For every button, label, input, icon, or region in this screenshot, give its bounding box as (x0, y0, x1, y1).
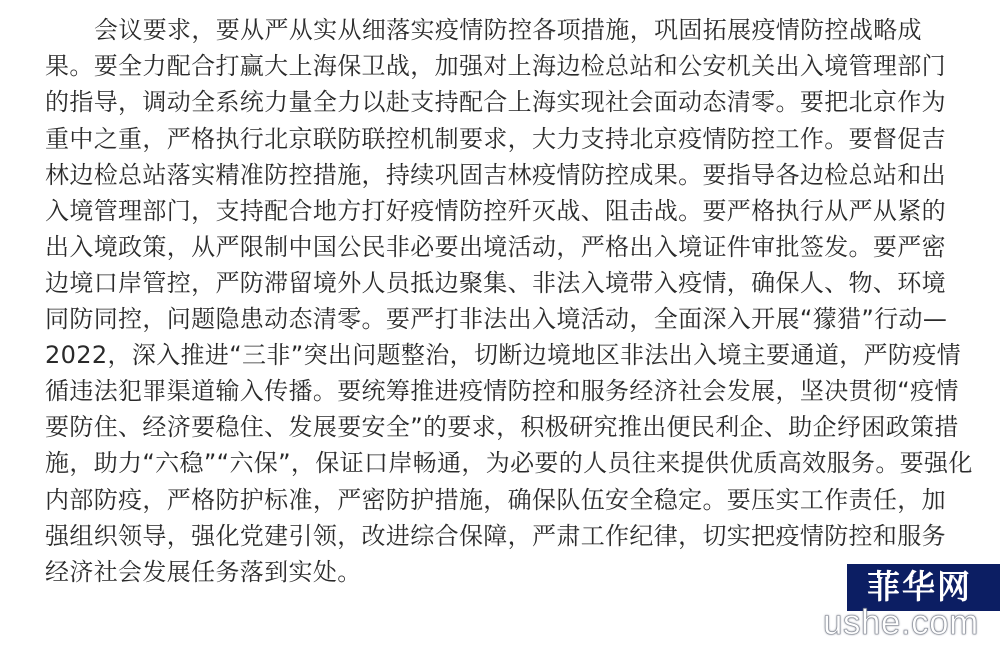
text-line-6: 入境管理部门，支持配合地方打好疫情防控歼灭战、阻击战。要严格执行从严从紧的 (45, 197, 946, 225)
site-watermark (823, 561, 1000, 645)
text-line-7: 出入境政策，从严限制中国公民非必要出境活动，严格出入境证件审批签发。要严密 (45, 233, 946, 261)
text-line-5: 林边检总站落实精准防控措施，持续巩固吉林疫情防控成果。要指导各边检总站和出 (45, 161, 946, 189)
text-line-4: 重中之重，严格执行北京联防联控机制要求，大力支持北京疫情防控工作。要督促吉 (45, 125, 946, 153)
text-line-10: 2022，深入推进“三非”突出问题整治，切断边境地区非法出入境主要通道，严防疫情 (45, 341, 961, 369)
text-line-8: 边境口岸管控，严防滞留境外人员抵边聚集、非法入境带入疫情，确保人、物、环境 (45, 269, 946, 297)
text-line-2: 果。要全力配合打赢大上海保卫战，加强对上海边检总站和公安机关出入境管理部门 (45, 52, 946, 80)
watermark-brand: 菲华网 (867, 567, 972, 606)
text-line-13: 施，助力“六稳”“六保”，保证口岸畅通，为必要的人员往来提供优质高效服务。要强化 (45, 449, 973, 477)
text-line-15: 强组织领导，强化党建引领，改进综合保障，严肃工作纪律，切实把疫情防控和服务 (45, 522, 946, 550)
watermark-url: ushe.com (823, 603, 979, 642)
text-line-9: 同防同控，问题隐患动态清零。要严打非法出入境活动，全面深入开展“獴猎”行动— (45, 305, 948, 333)
text-line-11: 循违法犯罪渠道输入传播。要统筹推进疫情防控和服务经济社会发展，坚决贯彻“疫情 (45, 377, 959, 405)
text-line-14: 内部防疫，严格防护标准，严密防护措施，确保队伍安全稳定。要压实工作责任，加 (45, 486, 946, 514)
text-line-1: 会议要求，要从严从实从细落实疫情防控各项措施，巩固拓展疫情防控战略成 (94, 16, 922, 44)
text-line-16: 经济社会发展任务落到实处。 (45, 558, 362, 586)
text-line-3: 的指导，调动全系统力量全力以赴支持配合上海实现社会面动态清零。要把北京作为 (45, 88, 946, 116)
text-line-12: 要防住、经济要稳住、发展要安全”的要求，积极研究推出便民利企、助企纾困政策措 (45, 413, 959, 441)
